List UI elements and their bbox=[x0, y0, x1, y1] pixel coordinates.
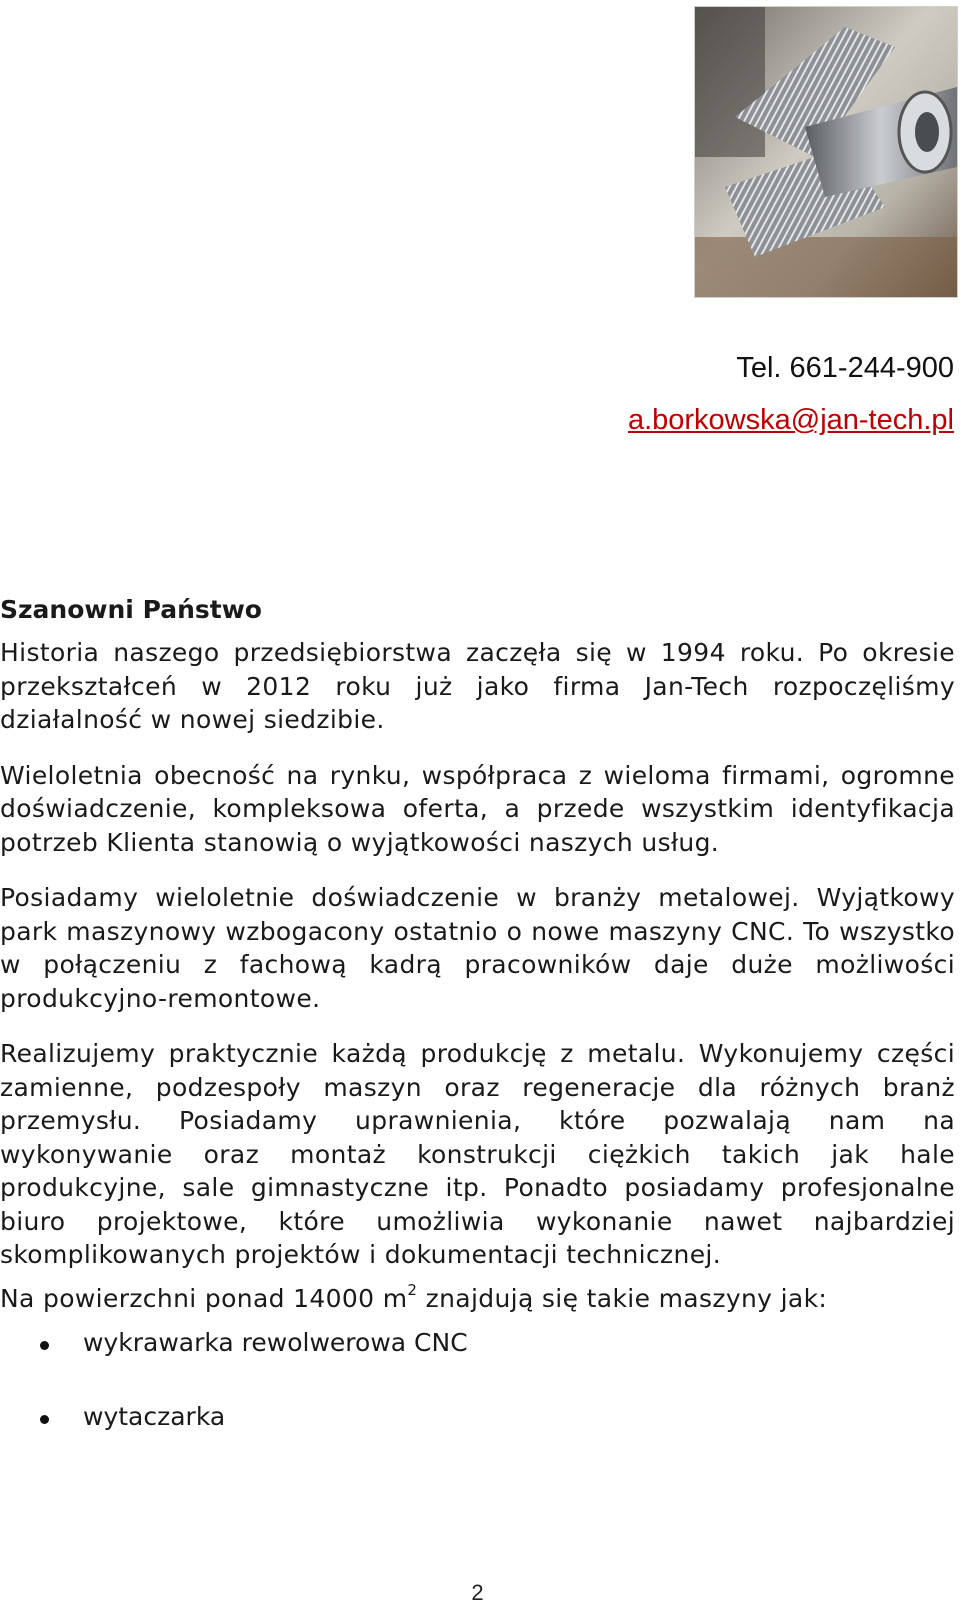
machine-label: wykrawarka rewolwerowa CNC bbox=[83, 1328, 468, 1357]
paragraph-experience: Wieloletnia obecność na rynku, współpraca z wieloma firmami, ogromne doświadczenie, kompleksowa oferta, a przede wszystkim identyfikacja potrzeb Klienta stanowią o wyjątkowości naszych usług. bbox=[0, 760, 955, 857]
paragraph-area bbox=[0, 1282, 955, 1316]
salutation: Szanowni Państwo bbox=[0, 595, 262, 624]
paragraph-history: Historia naszego przedsiębiorstwa zaczęła się w 1994 roku. Po okresie przekształceń w 2012 roku już jako firma Jan-Tech rozpoczęliśmy działalność w nowej siedzibie. bbox=[0, 638, 955, 734]
area-intro: Na powierzchni ponad 14000 m bbox=[0, 1283, 408, 1313]
list-item bbox=[0, 1327, 955, 1359]
bullet-icon bbox=[40, 1415, 49, 1424]
page-number: 2 bbox=[471, 1580, 484, 1605]
machines-list bbox=[0, 1327, 955, 1433]
email-link[interactable]: a.borkowska@jan-tech.pl bbox=[627, 404, 954, 436]
area-outro: znajdują się takie maszyny jak: bbox=[417, 1283, 828, 1313]
list-item bbox=[0, 1401, 955, 1433]
machine-label: wytaczarka bbox=[83, 1402, 226, 1431]
phone-number: Tel. 661-244-900 bbox=[736, 352, 954, 384]
bullet-icon bbox=[40, 1341, 49, 1350]
letter-body bbox=[0, 594, 955, 1475]
contact-block bbox=[628, 342, 954, 446]
paragraph-machinery: Posiadamy wieloletnie doświadczenie w branży metalowej. Wyjątkowy park maszynowy wzbogacony ostatnio o nowe maszyny CNC. To wszystko w połączeniu z fachową kadrą pracowników daje duże możliwości produkcyjno-remontowe. bbox=[0, 883, 955, 1013]
paragraph-production: Realizujemy praktycznie każdą produkcję z metalu. Wykonujemy części zamienne, podzespoły maszyn oraz regeneracje dla różnych branż przemysłu. Posiadamy uprawnienia, które pozwalają nam na wykonywanie oraz montaż konstrukcji ciężkich takich jak hale produkcyjne, sale gimnastyczne itp. Ponadto posiadamy profesjonalne biuro projektowe, które umożliwia wykonanie nawet najbardziej skomplikowanych projektów i dokumentacji technicznej. bbox=[0, 1039, 955, 1269]
machine-part-photo bbox=[694, 6, 958, 298]
metal-gear-image bbox=[695, 7, 957, 297]
area-superscript: 2 bbox=[407, 1281, 418, 1300]
